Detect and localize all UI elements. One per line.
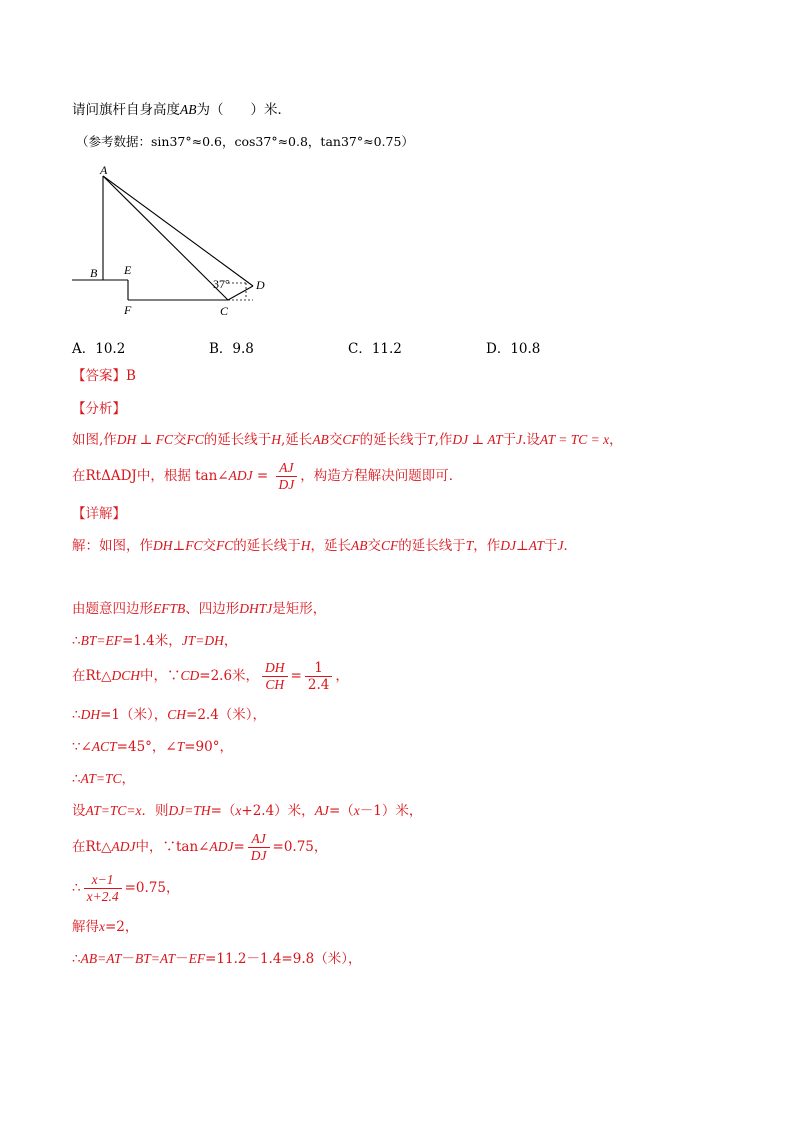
text-fragment: DHTJ	[239, 601, 273, 616]
text-fragment: ，作	[473, 538, 501, 554]
text-fragment: J	[516, 432, 523, 447]
text-fragment: DH ⊥ FC	[116, 432, 173, 447]
text-fragment: ．则	[141, 803, 169, 819]
fraction	[276, 460, 298, 493]
option-d: D．10.8	[486, 341, 541, 357]
text-fragment: DH	[262, 660, 288, 677]
text-fragment: ⊥	[516, 538, 529, 554]
text-fragment: =0.75，	[124, 880, 180, 896]
text-fragment: =11.2－1.4=9.8（米），	[205, 951, 362, 967]
detail-line-1	[72, 537, 577, 555]
text-fragment: J	[557, 538, 564, 553]
text-fragment: =0.75，	[272, 839, 328, 855]
text-fragment: EF	[188, 951, 206, 966]
text-fragment: －1）米，	[359, 803, 423, 819]
label-d: D	[256, 278, 265, 292]
text-fragment: ACT	[91, 739, 117, 754]
text-fragment: 由题意四边形	[72, 601, 153, 617]
text-fragment: x	[235, 803, 242, 818]
text-fragment: DCH	[111, 668, 140, 683]
question-tail: 为（ ）米．	[196, 102, 291, 118]
text-fragment: 如图,作	[72, 432, 117, 448]
text-fragment: AT = TC = x	[539, 432, 610, 447]
label-c: C	[220, 304, 229, 318]
text-fragment: 解得	[72, 919, 99, 935]
text-fragment: T	[465, 538, 474, 553]
detail-line-3	[72, 632, 237, 650]
text-fragment: 设	[72, 803, 86, 819]
text-fragment: AT=TC	[80, 771, 122, 786]
text-fragment: 于	[502, 432, 517, 448]
text-fragment: ∵∠	[72, 739, 92, 755]
text-fragment: CH	[265, 677, 285, 692]
option-b: B．9.8	[209, 341, 254, 357]
text-fragment: BT=EF	[80, 633, 122, 648]
text-fragment: AB=AT	[80, 951, 122, 966]
text-fragment: FC	[186, 432, 204, 447]
text-fragment: 、四边形	[185, 601, 240, 617]
geometry-figure	[60, 160, 280, 325]
text-fragment: DH	[80, 707, 101, 722]
text-fragment: CD	[180, 668, 200, 683]
text-fragment: DJ=TH	[168, 803, 211, 818]
text-fragment: DH	[153, 538, 173, 553]
text-fragment: FC	[215, 538, 234, 553]
angle-label: 37°	[213, 277, 230, 291]
answer-line	[72, 367, 136, 385]
analysis-line-1	[72, 431, 623, 449]
text-fragment: =2.6米，	[199, 668, 260, 684]
text-fragment: =	[252, 468, 273, 484]
detail-line-4	[72, 658, 349, 694]
text-fragment: 解：如图，作	[72, 538, 153, 554]
text-fragment: 的延长线于	[359, 432, 428, 448]
text-fragment: DJ ⊥ AT	[452, 432, 503, 447]
answer-value: B	[126, 368, 136, 384]
text-fragment: =（	[210, 803, 236, 819]
fraction	[248, 831, 270, 864]
label-b: B	[90, 266, 98, 280]
text-fragment: DJ	[278, 477, 295, 492]
text-fragment: ，	[609, 432, 623, 448]
text-fragment: －	[175, 951, 189, 967]
text-fragment: 的延长线于	[398, 538, 466, 554]
text-fragment: 的延长线于	[233, 538, 301, 554]
detail-line-12	[72, 950, 361, 968]
text-fragment: AB	[350, 538, 368, 553]
text-fragment: =（	[328, 803, 354, 819]
text-fragment: x	[99, 919, 105, 934]
text-fragment: 于	[543, 538, 558, 554]
text-fragment: JT=DH	[181, 633, 224, 648]
detail-line-9	[72, 829, 327, 865]
text-fragment: AT=TC=x	[85, 803, 142, 818]
label-e: E	[124, 263, 132, 277]
text-fragment: CF	[342, 432, 360, 447]
text-fragment: 的延长线于	[203, 432, 272, 448]
fraction	[262, 660, 288, 693]
detail-line-10	[72, 870, 179, 906]
text-fragment: EFTB	[153, 601, 186, 616]
text-fragment: =2，	[105, 919, 139, 935]
option-c: C．11.2	[348, 341, 402, 357]
text-fragment: －	[121, 951, 135, 967]
text-fragment: 在Rt△	[72, 668, 112, 684]
detail-line-11	[72, 918, 138, 936]
text-fragment: ADJ	[209, 839, 234, 854]
text-fragment: H	[300, 538, 311, 553]
text-fragment: =	[290, 668, 302, 684]
text-fragment: 在Rt△	[72, 839, 112, 855]
text-fragment: ．	[563, 538, 577, 554]
text-fragment: x−1	[84, 872, 122, 889]
text-fragment: ∴	[72, 771, 81, 787]
text-fragment: +2.4）米，	[241, 803, 315, 819]
text-fragment: T	[176, 739, 185, 754]
text-fragment: 交	[173, 432, 187, 448]
text-fragment: x	[353, 803, 360, 818]
text-fragment: 交	[367, 538, 381, 554]
text-fragment: 中，∵tan∠	[135, 839, 210, 855]
text-fragment: ∴	[72, 707, 81, 723]
text-fragment: ，延长	[310, 538, 351, 554]
text-fragment: DJ	[250, 848, 267, 863]
label-a: A	[100, 163, 108, 177]
text-fragment: 1	[305, 660, 332, 677]
text-fragment: =	[233, 839, 245, 855]
question-line	[72, 101, 291, 119]
text-fragment: x+2.4	[86, 889, 119, 904]
fraction	[305, 660, 332, 693]
text-fragment: =1（米），	[100, 707, 168, 723]
text-fragment: 是矩形，	[272, 601, 327, 617]
text-fragment: 2.4	[307, 677, 330, 693]
text-fragment: AJ	[248, 831, 270, 848]
detail-line-7	[72, 770, 135, 788]
analysis-label: 【分析】	[72, 401, 126, 417]
question-ab: AB	[180, 102, 197, 117]
text-fragment: FC	[185, 538, 203, 553]
answer-label: 【答案】	[72, 368, 126, 384]
text-fragment: ADJ	[228, 468, 253, 483]
text-fragment: AB	[312, 432, 329, 447]
detail-label: 【详解】	[72, 506, 126, 522]
reference-data: （参考数据：sin37°≈0.6，cos37°≈0.8，tan37°≈0.75）	[76, 134, 414, 149]
text-fragment: BT=AT	[134, 951, 176, 966]
text-fragment: AT	[528, 538, 544, 553]
text-fragment: ,延长	[281, 432, 313, 448]
text-fragment: ，	[223, 633, 238, 649]
detail-line-8	[72, 802, 422, 820]
analysis-line-2	[72, 458, 462, 494]
text-fragment: ，	[335, 668, 349, 684]
text-fragment: ADJ	[111, 839, 136, 854]
detail-line-5	[72, 706, 266, 724]
text-fragment: ，构造方程解决问题即可．	[300, 468, 463, 484]
fraction	[84, 872, 122, 905]
text-fragment: ，	[121, 771, 135, 787]
text-fragment: .设	[522, 432, 540, 448]
text-fragment: H	[271, 432, 282, 447]
text-fragment: =2.4（米），	[186, 707, 267, 723]
text-fragment: ∴	[72, 633, 81, 649]
text-fragment: 交	[202, 538, 216, 554]
text-fragment: ,作	[434, 432, 453, 448]
segment-ac	[103, 176, 228, 300]
text-fragment: CH	[167, 707, 187, 722]
text-fragment: =90°，	[184, 739, 233, 755]
segment-cd	[228, 286, 253, 300]
text-fragment: 交	[328, 432, 343, 448]
text-fragment: DJ	[500, 538, 517, 553]
text-fragment: CF	[380, 538, 399, 553]
text-fragment: =45°，∠	[116, 739, 177, 755]
text-fragment: 中，∵	[140, 668, 181, 684]
text-fragment: =1.4米，	[121, 633, 182, 649]
text-fragment: 在RtΔADJ中，根据 tan∠	[72, 468, 229, 484]
text-fragment: ∴	[72, 880, 81, 896]
text-fragment: T	[427, 432, 435, 447]
text-fragment: AJ	[314, 803, 329, 818]
question-text: 请问旗杆自身高度	[72, 102, 180, 118]
detail-line-6	[72, 738, 233, 756]
text-fragment: ⊥	[172, 538, 186, 554]
option-a: A．10.2	[72, 341, 126, 357]
detail-line-2	[72, 600, 326, 618]
label-f: F	[124, 303, 132, 317]
text-fragment: ∴	[72, 951, 81, 967]
text-fragment: AJ	[276, 460, 298, 477]
